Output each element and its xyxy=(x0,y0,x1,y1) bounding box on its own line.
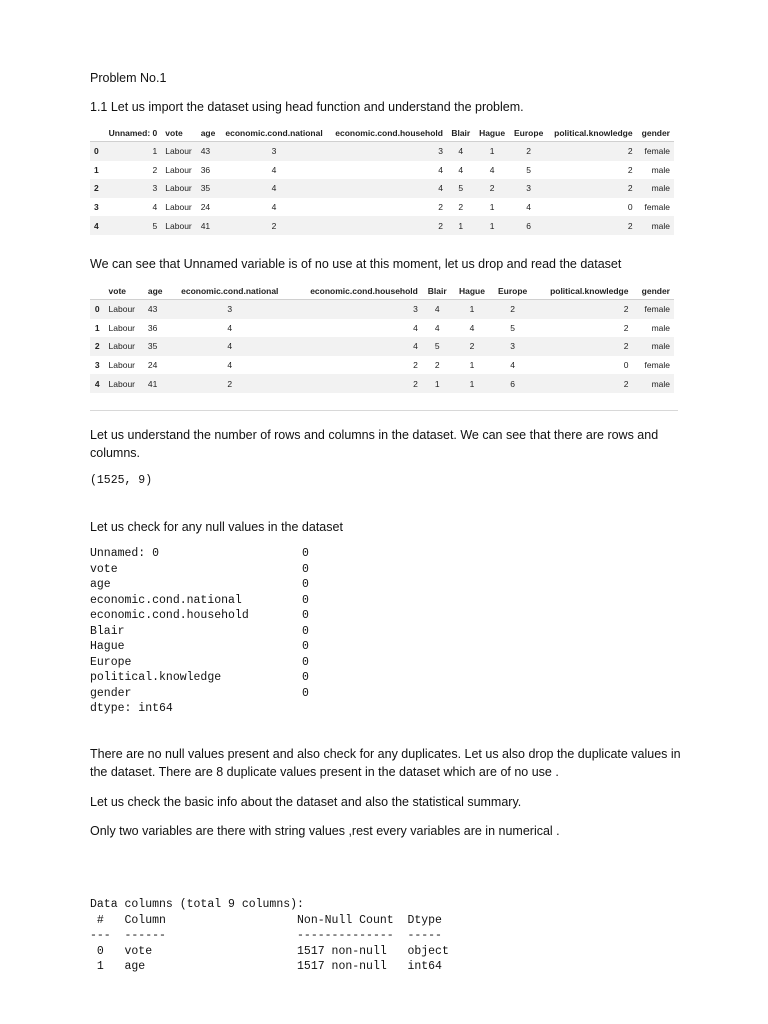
row-index: 1 xyxy=(94,322,100,333)
table-cell: female xyxy=(637,142,674,161)
table-row xyxy=(90,374,674,393)
info-line: 0 vote 1517 non-null object xyxy=(90,944,449,958)
table-cell: 2 xyxy=(534,337,633,356)
table-cell: 1 xyxy=(422,374,453,393)
column-header: economic.cond.household xyxy=(290,283,422,300)
column-name: gender xyxy=(90,686,132,700)
table-cell: 41 xyxy=(197,216,220,235)
null-count: 0 xyxy=(302,578,309,591)
table-cell: 1 xyxy=(469,360,475,371)
table-cell: female xyxy=(632,300,674,319)
null-count-row xyxy=(90,562,309,578)
null-count: 0 xyxy=(302,624,309,638)
table-cell: 1 xyxy=(475,216,510,235)
table-row xyxy=(90,337,674,356)
table-row xyxy=(90,216,674,235)
table-cell: 4 xyxy=(469,322,475,333)
table-cell: Labour xyxy=(108,360,135,371)
null-count: 0 xyxy=(302,671,309,684)
table-cell: 24 xyxy=(147,360,158,371)
null-count-row xyxy=(90,655,309,671)
null-count-row xyxy=(90,608,309,624)
table-cell: 3 xyxy=(103,179,161,198)
info-line: Data columns (total 9 columns): xyxy=(90,898,304,911)
table-cell: 1 xyxy=(103,142,161,161)
null-count-row xyxy=(90,577,309,593)
table-cell: 2 xyxy=(434,360,440,371)
column-header: Europe xyxy=(510,125,548,142)
table-cell: Labour xyxy=(105,337,144,356)
table-cell: 43 xyxy=(197,142,220,161)
string-values-paragraph: Only two variables are there with string values ,rest every variables are in numerical . xyxy=(90,824,560,838)
table-cell: 5 xyxy=(422,337,453,356)
table-cell: 2 xyxy=(220,216,328,235)
table-cell: 4 xyxy=(271,202,277,213)
table-cell: 1 xyxy=(475,142,510,161)
table-cell: 0 xyxy=(627,202,633,213)
divider xyxy=(90,410,678,411)
column-header: Europe xyxy=(491,283,534,300)
table-cell: 4 xyxy=(170,337,290,356)
column-header: gender xyxy=(632,283,674,300)
unnamed-paragraph: We can see that Unnamed variable is of no use at this moment, let us drop and read the dataset xyxy=(90,257,622,271)
row-index: 1 xyxy=(94,164,99,175)
null-count-row xyxy=(90,686,309,702)
table-row xyxy=(90,161,674,180)
column-name: vote xyxy=(90,562,118,576)
null-values-output xyxy=(90,546,309,717)
table-cell: 2 xyxy=(623,322,629,333)
column-header: gender xyxy=(637,125,674,142)
null-count: 0 xyxy=(302,686,309,700)
table-cell: 1 xyxy=(447,216,475,235)
table-cell: 2 xyxy=(548,142,637,161)
page-heading: Problem No.1 xyxy=(90,71,167,85)
table-cell: 2 xyxy=(458,202,464,213)
table-cell: 3 xyxy=(290,300,422,319)
table-cell: male xyxy=(651,164,670,175)
shape-output: (1525, 9) xyxy=(90,474,153,487)
table-cell: 4 xyxy=(458,164,464,175)
column-header: age xyxy=(197,125,220,142)
table-cell: 5 xyxy=(510,322,515,333)
table-cell: Labour xyxy=(165,202,192,213)
table-cell: 2 xyxy=(413,360,418,371)
column-name: Hague xyxy=(90,640,125,653)
table-cell: 6 xyxy=(510,216,548,235)
row-index: 4 xyxy=(90,374,105,393)
table-cell: male xyxy=(637,216,674,235)
row-index: 0 xyxy=(90,300,105,319)
table-row xyxy=(90,319,674,338)
table-cell: female xyxy=(644,202,670,213)
table-row xyxy=(90,300,674,319)
table-cell: 4 xyxy=(328,179,447,198)
table-cell: male xyxy=(632,374,674,393)
table-cell: 4 xyxy=(447,142,475,161)
table-cell: 2 xyxy=(328,216,447,235)
table-cell: 4 xyxy=(510,360,515,371)
table-cell: 3 xyxy=(510,179,548,198)
table-cell: Labour xyxy=(108,322,135,333)
table-cell: 2 xyxy=(627,164,633,175)
table-cell: 6 xyxy=(491,374,534,393)
table-row xyxy=(90,142,674,161)
table-cell: 1 xyxy=(489,202,495,213)
info-line: # Column Non-Null Count Dtype xyxy=(90,913,449,927)
table-cell: 4 xyxy=(152,202,158,213)
column-name: Blair xyxy=(90,624,125,638)
table-cell: 35 xyxy=(144,337,170,356)
table-cell: 3 xyxy=(170,300,290,319)
table-row xyxy=(90,179,674,198)
table-cell: 5 xyxy=(526,164,532,175)
column-header xyxy=(90,125,103,142)
row-index: 4 xyxy=(90,216,103,235)
table-cell: 3 xyxy=(491,337,534,356)
column-name: Unnamed: 0 xyxy=(90,547,160,560)
row-index: 2 xyxy=(90,179,103,198)
column-header: age xyxy=(144,283,170,300)
table-cell: 4 xyxy=(220,179,328,198)
column-header: Hague xyxy=(453,283,492,300)
table-cell: 2 xyxy=(491,300,534,319)
row-index: 3 xyxy=(94,202,99,213)
null-count-row xyxy=(90,639,309,655)
table-cell: female xyxy=(644,360,670,371)
info-line: 1 age 1517 non-null int64 xyxy=(90,960,449,973)
column-header: Unnamed: 0 xyxy=(103,125,161,142)
column-header: Blair xyxy=(422,283,453,300)
null-count-row xyxy=(90,546,309,562)
column-name: Europe xyxy=(90,655,132,669)
table-cell: 4 xyxy=(227,360,233,371)
null-check-paragraph: Let us check for any null values in the dataset xyxy=(90,520,343,534)
table-cell: 24 xyxy=(200,202,211,213)
column-header: Hague xyxy=(475,125,510,142)
table-cell: 2 xyxy=(453,337,492,356)
column-header: economic.cond.household xyxy=(328,125,447,142)
rows-columns-paragraph: Let us understand the number of rows and columns in the dataset. We can see that there are rows and columns. xyxy=(90,428,659,460)
info-output xyxy=(90,897,449,975)
null-count: 0 xyxy=(302,609,309,622)
row-index: 0 xyxy=(90,142,103,161)
table-cell: 4 xyxy=(271,164,277,175)
row-index: 3 xyxy=(94,360,100,371)
table-cell: 3 xyxy=(220,142,328,161)
table-cell: 36 xyxy=(147,322,158,333)
table-cell: 2 xyxy=(534,374,633,393)
table-cell: 2 xyxy=(170,374,290,393)
null-count-row xyxy=(90,670,309,686)
column-header: economic.cond.national xyxy=(170,283,290,300)
table-cell: 41 xyxy=(144,374,170,393)
table-cell: male xyxy=(651,322,670,333)
head-table-dropped xyxy=(90,283,674,393)
table-cell: 2 xyxy=(290,374,422,393)
table-cell: 2 xyxy=(548,179,637,198)
table-row xyxy=(90,198,674,217)
table-cell: male xyxy=(637,179,674,198)
table-cell: Labour xyxy=(161,142,196,161)
column-header: Blair xyxy=(447,125,475,142)
table-cell: 2 xyxy=(475,179,510,198)
duplicates-paragraph: There are no null values present and also check for any duplicates. Let us also drop the duplicate values in the dataset. There are 8 duplicate values present in the dataset which are of no use . xyxy=(90,747,681,779)
table-cell: 2 xyxy=(438,202,443,213)
column-header: political.knowledge xyxy=(534,283,633,300)
table-cell: 0 xyxy=(623,360,629,371)
table-cell: 43 xyxy=(144,300,170,319)
null-count-row xyxy=(90,593,309,609)
table-cell: 4 xyxy=(526,202,532,213)
section-1-1-text: 1.1 Let us import the dataset using head function and understand the problem. xyxy=(90,100,524,114)
null-count-row xyxy=(90,624,309,640)
table-cell: 2 xyxy=(548,216,637,235)
row-index: 2 xyxy=(90,337,105,356)
table-cell: 4 xyxy=(438,164,443,175)
info-paragraph: Let us check the basic info about the dataset and also the statistical summary. xyxy=(90,795,522,809)
table-cell: 4 xyxy=(489,164,495,175)
column-name: economic.cond.household xyxy=(90,609,249,622)
table-cell: 5 xyxy=(447,179,475,198)
column-header: vote xyxy=(161,125,196,142)
table-cell: 2 xyxy=(510,142,548,161)
table-cell: 4 xyxy=(413,322,418,333)
table-cell: male xyxy=(632,337,674,356)
dtype-line: dtype: int64 xyxy=(90,702,173,715)
table-cell: 1 xyxy=(453,300,492,319)
table-cell: Labour xyxy=(105,374,144,393)
column-header: vote xyxy=(105,283,144,300)
null-count: 0 xyxy=(302,547,309,560)
table-cell: 4 xyxy=(290,337,422,356)
table-cell: Labour xyxy=(161,179,196,198)
table-cell: Labour xyxy=(165,164,192,175)
column-header: political.knowledge xyxy=(548,125,637,142)
table-cell: Labour xyxy=(161,216,196,235)
null-count: 0 xyxy=(302,562,309,576)
table-cell: 4 xyxy=(434,322,440,333)
table-cell: 2 xyxy=(534,300,633,319)
table-cell: 4 xyxy=(422,300,453,319)
column-name: economic.cond.national xyxy=(90,593,242,607)
table-cell: 1 xyxy=(453,374,492,393)
table-cell: 36 xyxy=(200,164,211,175)
column-name: political.knowledge xyxy=(90,671,222,684)
column-name: age xyxy=(90,578,111,591)
info-line: --- ------ -------------- ----- xyxy=(90,929,449,942)
table-cell: 4 xyxy=(227,322,233,333)
column-header: economic.cond.national xyxy=(220,125,328,142)
null-count: 0 xyxy=(302,655,309,669)
table-cell: 5 xyxy=(103,216,161,235)
table-row xyxy=(90,356,674,375)
table-cell: 3 xyxy=(328,142,447,161)
null-count: 0 xyxy=(302,593,309,607)
null-count: 0 xyxy=(302,640,309,653)
table-cell: 2 xyxy=(152,164,158,175)
head-table-with-unnamed xyxy=(90,125,674,235)
column-header xyxy=(90,283,105,300)
table-cell: Labour xyxy=(105,300,144,319)
table-cell: 35 xyxy=(197,179,220,198)
